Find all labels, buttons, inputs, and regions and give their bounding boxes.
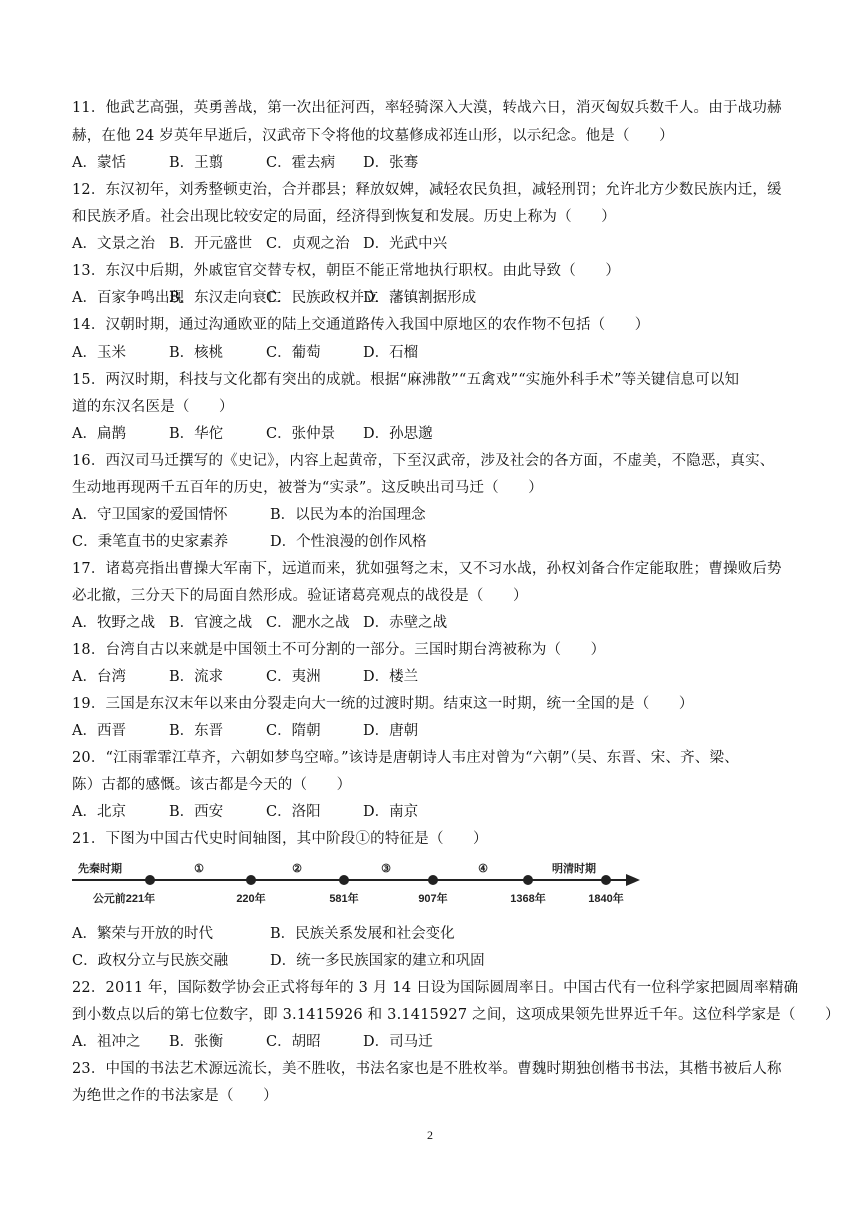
option-c[interactable]: C．秉笔直书的史家素养 bbox=[72, 534, 229, 550]
option-a[interactable]: A．西晋 bbox=[72, 723, 126, 739]
timeline-period-label: ④ bbox=[478, 863, 488, 875]
question-14-options bbox=[72, 343, 460, 363]
page-number: 2 bbox=[427, 1128, 433, 1142]
question-20-stem-line: 陈）古都的感慨。该古都是今天的（ ） bbox=[72, 777, 352, 793]
option-c[interactable]: C．贞观之治 bbox=[266, 236, 350, 252]
option-d[interactable]: D．赤壁之战 bbox=[363, 615, 448, 631]
question-21-options bbox=[72, 951, 485, 971]
option-d[interactable]: D．唐朝 bbox=[363, 723, 419, 739]
option-b[interactable]: B．核桃 bbox=[169, 345, 224, 361]
question-12-stem-line: 和民族矛盾。社会出现比较安定的局面，经济得到恢复和发展。历史上称为（ ） bbox=[72, 209, 616, 225]
option-b[interactable]: B．东汉走向衰亡 bbox=[169, 290, 282, 306]
question-13-stem-line: 13．东汉中后期，外戚宦官交替专权，朝臣不能正常地执行职权。由此导致（ ） bbox=[72, 263, 621, 279]
timeline-year-label: 907年 bbox=[418, 893, 448, 905]
question-17-stem-line: 17．诸葛亮指出曹操大军南下，远道而来，犹如强弩之末，又不习水战，孙权刘备合作定能取胜；曹操败后势 bbox=[72, 561, 782, 577]
timeline-point bbox=[145, 875, 155, 885]
timeline-period-label: ② bbox=[292, 863, 302, 875]
question-23-stem-line: 为绝世之作的书法家是（ ） bbox=[72, 1088, 278, 1104]
option-d[interactable]: D．光武中兴 bbox=[363, 236, 448, 252]
question-11-stem-line: 11．他武艺高强，英勇善战，第一次出征河西，率轻骑深入大漠，转战六日，消灭匈奴兵数千人。由于战功赫 bbox=[72, 100, 782, 116]
option-c[interactable]: C．张仲景 bbox=[266, 426, 336, 442]
option-b[interactable]: B．王翦 bbox=[169, 155, 224, 171]
timeline-point bbox=[428, 875, 438, 885]
question-16-options bbox=[72, 532, 468, 552]
option-a[interactable]: A．百家争鸣出现 bbox=[72, 290, 184, 306]
timeline-point bbox=[339, 875, 349, 885]
timeline-period-label: ③ bbox=[381, 863, 391, 875]
question-15-options bbox=[72, 424, 460, 444]
option-b[interactable]: B．民族关系发展和社会变化 bbox=[270, 926, 455, 942]
option-b[interactable]: B．官渡之战 bbox=[169, 615, 253, 631]
question-16-stem-line: 生动地再现两千五百年的历史，被誉为“实录”。这反映出司马迁（ ） bbox=[72, 480, 543, 496]
timeline-year-label: 220年 bbox=[236, 893, 266, 905]
option-c[interactable]: C．洛阳 bbox=[266, 804, 321, 820]
timeline-period-label: ① bbox=[194, 863, 204, 875]
timeline-point bbox=[246, 875, 256, 885]
option-a[interactable]: A．扁鹊 bbox=[72, 426, 126, 442]
option-a[interactable]: A．玉米 bbox=[72, 345, 126, 361]
option-d[interactable]: D．孙思邈 bbox=[363, 426, 433, 442]
option-d[interactable]: D．南京 bbox=[363, 804, 419, 820]
timeline-point bbox=[523, 875, 533, 885]
question-11-stem-line: 赫，在他 24 岁英年早逝后，汉武帝下令将他的坟墓修成祁连山形，以示纪念。他是（ ） bbox=[72, 128, 674, 144]
question-21-options bbox=[72, 924, 468, 944]
option-a[interactable]: A．蒙恬 bbox=[72, 155, 126, 171]
option-c[interactable]: C．政权分立与民族交融 bbox=[72, 953, 229, 969]
option-c[interactable]: C．淝水之战 bbox=[266, 615, 350, 631]
question-22-stem-line: 22．2011 年，国际数学协会正式将每年的 3 月 14 日设为国际圆周率日。中国古代有一位科学家把圆周率精确 bbox=[72, 980, 799, 996]
question-22-options bbox=[72, 1032, 460, 1052]
option-b[interactable]: B．以民为本的治国理念 bbox=[270, 507, 426, 523]
option-b[interactable]: B．开元盛世 bbox=[169, 236, 253, 252]
option-b[interactable]: B．张衡 bbox=[169, 1034, 224, 1050]
timeline-year-label: 公元前221年 bbox=[92, 893, 156, 905]
question-17-options bbox=[72, 613, 460, 633]
option-d[interactable]: D．石榴 bbox=[363, 345, 419, 361]
option-a[interactable]: A．祖冲之 bbox=[72, 1034, 141, 1050]
option-a[interactable]: A．繁荣与开放的时代 bbox=[72, 926, 213, 942]
question-18-stem-line: 18．台湾自古以来就是中国领土不可分割的一部分。三国时期台湾被称为（ ） bbox=[72, 642, 606, 658]
option-a[interactable]: A．台湾 bbox=[72, 669, 126, 685]
option-a[interactable]: A．守卫国家的爱国情怀 bbox=[72, 507, 228, 523]
question-15-stem-line: 15．两汉时期，科技与文化都有突出的成就。根据“麻沸散”“五禽戏”“实施外科手术”等关键信息可以知 bbox=[72, 372, 740, 388]
timeline-period-label: 明清时期 bbox=[552, 863, 596, 875]
option-b[interactable]: B．东晋 bbox=[169, 723, 224, 739]
timeline-point bbox=[601, 875, 611, 885]
option-c[interactable]: C．夷洲 bbox=[266, 669, 321, 685]
question-21-stem-line: 21．下图为中国古代史时间轴图，其中阶段①的特征是（ ） bbox=[72, 831, 488, 847]
option-c[interactable]: C．葡萄 bbox=[266, 345, 321, 361]
question-20-options bbox=[72, 802, 460, 822]
question-15-stem-line: 道的东汉名医是（ ） bbox=[72, 399, 234, 415]
option-b[interactable]: B．流求 bbox=[169, 669, 224, 685]
question-18-options bbox=[72, 667, 460, 687]
option-d[interactable]: D．藩镇割据形成 bbox=[363, 290, 477, 306]
option-c[interactable]: C．霍去病 bbox=[266, 155, 336, 171]
option-b[interactable]: B．华佗 bbox=[169, 426, 224, 442]
timeline-arrow-icon bbox=[626, 874, 640, 886]
question-12-stem-line: 12．东汉初年，刘秀整顿吏治，合并郡县；释放奴婢，减轻农民负担，减轻刑罚；允许北方少数民族内迁，缓 bbox=[72, 182, 782, 198]
option-d[interactable]: D．统一多民族国家的建立和巩固 bbox=[270, 953, 485, 969]
question-16-stem-line: 16．西汉司马迁撰写的《史记》，内容上起黄帝，下至汉武帝，涉及社会的各方面，不虚美，不隐恶，真实、 bbox=[72, 453, 775, 469]
timeline-year-label: 1368年 bbox=[510, 893, 546, 905]
question-19-options bbox=[72, 721, 460, 741]
question-22-stem-line: 到小数点以后的第七位数字，即 3.1415926 和 3.1415927 之间，这项成果领先世界近千年。这位科学家是（ ） bbox=[72, 1007, 840, 1023]
question-19-stem-line: 19．三国是东汉末年以来由分裂走向大一统的过渡时期。结束这一时期，统一全国的是（ ） bbox=[72, 696, 694, 712]
option-c[interactable]: C．隋朝 bbox=[266, 723, 321, 739]
question-16-options bbox=[72, 505, 468, 525]
timeline-period-label: 先秦时期 bbox=[78, 863, 122, 875]
option-d[interactable]: D．楼兰 bbox=[363, 669, 419, 685]
option-d[interactable]: D．张骞 bbox=[363, 155, 419, 171]
timeline-figure bbox=[70, 852, 650, 908]
option-d[interactable]: D．个性浪漫的创作风格 bbox=[270, 534, 427, 550]
question-11-options bbox=[72, 153, 460, 173]
option-c[interactable]: C．胡昭 bbox=[266, 1034, 321, 1050]
timeline-year-label: 581年 bbox=[329, 893, 359, 905]
question-23-stem-line: 23．中国的书法艺术源远流长，美不胜收，书法名家也是不胜枚举。曹魏时期独创楷书书法，其楷书被后人称 bbox=[72, 1061, 782, 1077]
option-a[interactable]: A．文景之治 bbox=[72, 236, 155, 252]
timeline-year-label: 1840年 bbox=[588, 893, 624, 905]
option-a[interactable]: A．北京 bbox=[72, 804, 126, 820]
question-12-options bbox=[72, 234, 460, 254]
question-20-stem-line: 20．“江雨霏霏江草齐，六朝如梦鸟空啼。”该诗是唐朝诗人韦庄对曾为“六朝”（吴、东晋、宋、齐、梁、 bbox=[72, 750, 739, 766]
question-17-stem-line: 必北撤，三分天下的局面自然形成。验证诸葛亮观点的战役是（ ） bbox=[72, 588, 528, 604]
option-c[interactable]: C．民族政权并立 bbox=[266, 290, 379, 306]
option-d[interactable]: D．司马迁 bbox=[363, 1034, 433, 1050]
option-a[interactable]: A．牧野之战 bbox=[72, 615, 155, 631]
option-b[interactable]: B．西安 bbox=[169, 804, 224, 820]
question-14-stem-line: 14．汉朝时期，通过沟通欧亚的陆上交通道路传入我国中原地区的农作物不包括（ ） bbox=[72, 317, 650, 333]
question-13-options bbox=[72, 288, 477, 308]
